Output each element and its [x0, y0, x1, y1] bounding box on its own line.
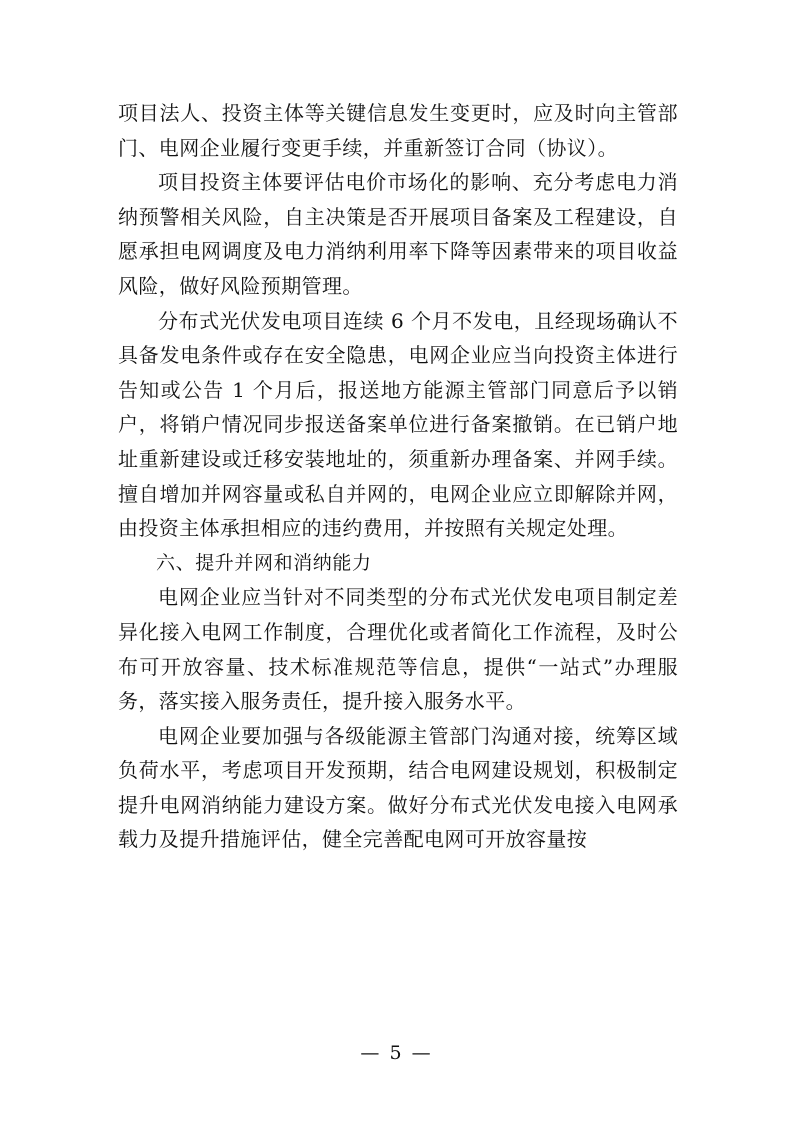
- page-number: — 5 —: [360, 1042, 433, 1064]
- document-body: [118, 96, 678, 857]
- paragraph-grid-access: 电网企业应当针对不同类型的分布式光伏发电项目制定差异化接入电网工作制度，合理优化或者简化工作流程，及时公布可开放容量、技术标准规范等信息，提供“一站式”办理服务，落实接入服务责任，提升接入服务水平。: [118, 585, 678, 714]
- paragraph-account-cancellation: 分布式光伏发电项目连续 6 个月不发电，且经现场确认不具备发电条件或存在安全隐患，电网企业应当向投资主体进行告知或公告 1 个月后，报送地方能源主管部门同意后予以销户，将销户情况同步报送备案单位进行备案撤销。在已销户地址重新建设或迁移安装地址的，须重新办理备案、并网手续。擅自增加并网容量或私自并网的，电网企业应立即解除并网，由投资主体承担相应的违约费用，并按照有关规定处理。: [118, 308, 678, 541]
- paragraph-grid-capacity: 电网企业要加强与各级能源主管部门沟通对接，统筹区域负荷水平，考虑项目开发预期，结合电网建设规划，积极制定提升电网消纳能力建设方案。做好分布式光伏发电接入电网承载力及提升措施评估，健全完善配电网可开放容量按: [118, 723, 678, 852]
- paragraph-continuation: 项目法人、投资主体等关键信息发生变更时，应及时向主管部门、电网企业履行变更手续，并重新签订合同（协议）。: [118, 101, 678, 160]
- paragraph-investment-risk: 项目投资主体要评估电价市场化的影响、充分考虑电力消纳预警相关风险，自主决策是否开展项目备案及工程建设，自愿承担电网调度及电力消纳利用率下降等因素带来的项目收益风险，做好风险预期管理。: [118, 170, 678, 298]
- section-heading: 六、提升并网和消纳能力: [156, 551, 372, 574]
